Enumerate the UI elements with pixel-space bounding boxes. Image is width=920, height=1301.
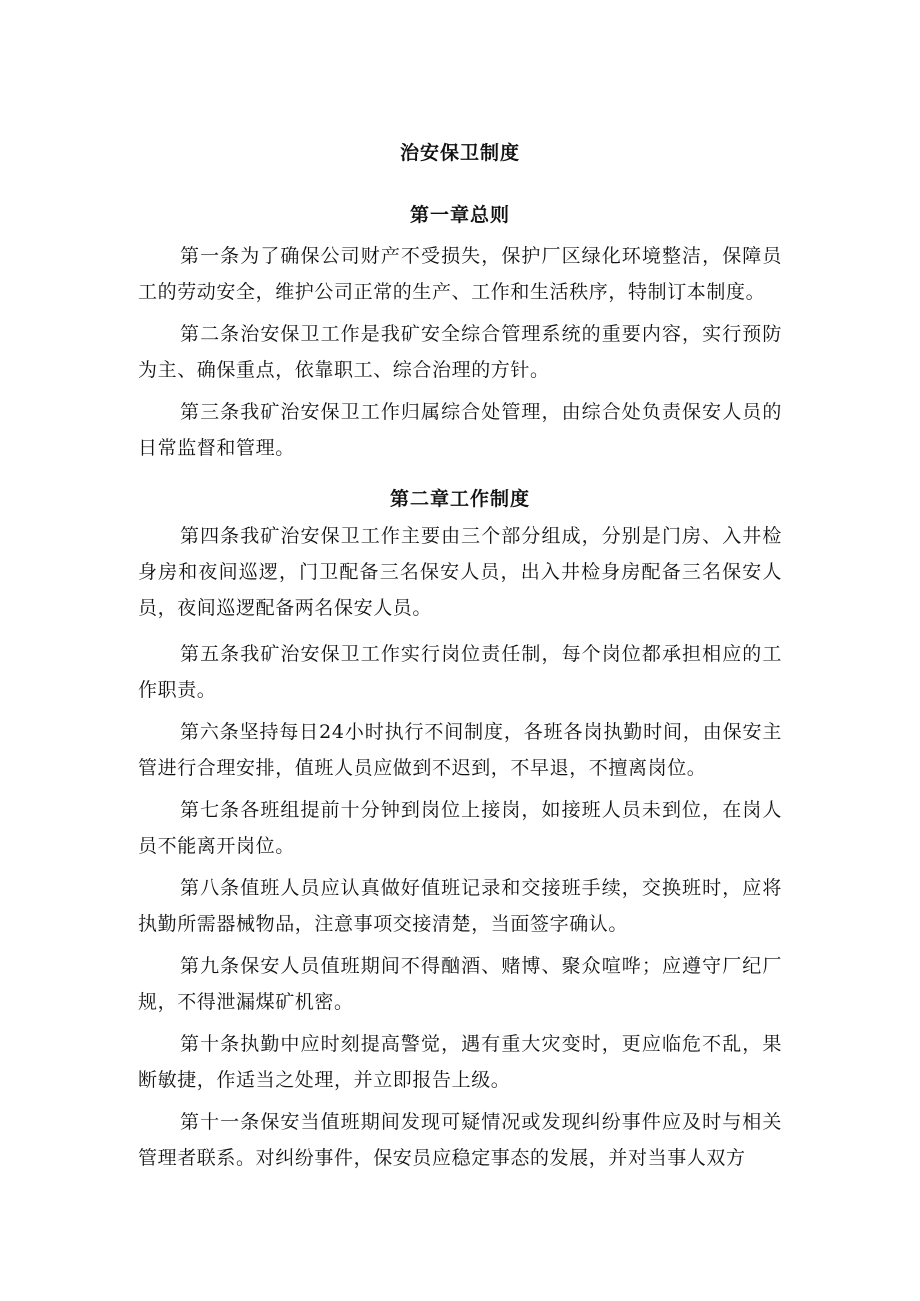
- article-2: 第二条治安保卫工作是我矿安全综合管理系统的重要内容，实行预防为主、确保重点，依靠职工、综合治理的方针。: [138, 323, 782, 381]
- article-11: 第十一条保安当值班期间发现可疑情况或发现纠纷事件应及时与相关管理者联系。对纠纷事件，保安员应稳定事态的发展，并对当事人双方: [138, 1111, 782, 1169]
- article-3: 第三条我矿治安保卫工作归属综合处管理，由综合处负责保安人员的日常监督和管理。: [138, 401, 782, 459]
- article-10: 第十条执勤中应时刻提高警觉，遇有重大灾变时，更应临危不乱，果断敏捷，作适当之处理，并立即报告上级。: [138, 1033, 782, 1091]
- document-title: 治安保卫制度: [399, 142, 520, 164]
- chapter-1-heading: 第一章总则: [409, 204, 510, 226]
- article-5: 第五条我矿治安保卫工作实行岗位责任制，每个岗位都承担相应的工作职责。: [138, 643, 782, 701]
- article-7: 第七条各班组提前十分钟到岗位上接岗，如接班人员未到位，在岗人员不能离开岗位。: [138, 799, 782, 857]
- article-1: 第一条为了确保公司财产不受损失，保护厂区绿化环境整洁，保障员工的劳动安全，维护公司正常的生产、工作和生活秩序，特制订本制度。: [138, 245, 782, 303]
- article-9: 第九条保安人员值班期间不得酗酒、赌博、聚众喧哗；应遵守厂纪厂规，不得泄漏煤矿机密。: [138, 955, 782, 1013]
- article-4: 第四条我矿治安保卫工作主要由三个部分组成，分别是门房、入井检身房和夜间巡逻，门卫配备三名保安人员，出入井检身房配备三名保安人员，夜间巡逻配备两名保安人员。: [138, 525, 782, 619]
- article-8: 第八条值班人员应认真做好值班记录和交接班手续，交换班时，应将执勤所需器械物品，注意事项交接清楚，当面签字确认。: [138, 877, 782, 935]
- article-6: 第六条坚持每日24小时执行不间制度，各班各岗执勤时间，由保安主管进行合理安排，值班人员应做到不迟到，不早退，不擅离岗位。: [138, 721, 782, 779]
- chapter-2-heading: 第二章工作制度: [389, 488, 530, 510]
